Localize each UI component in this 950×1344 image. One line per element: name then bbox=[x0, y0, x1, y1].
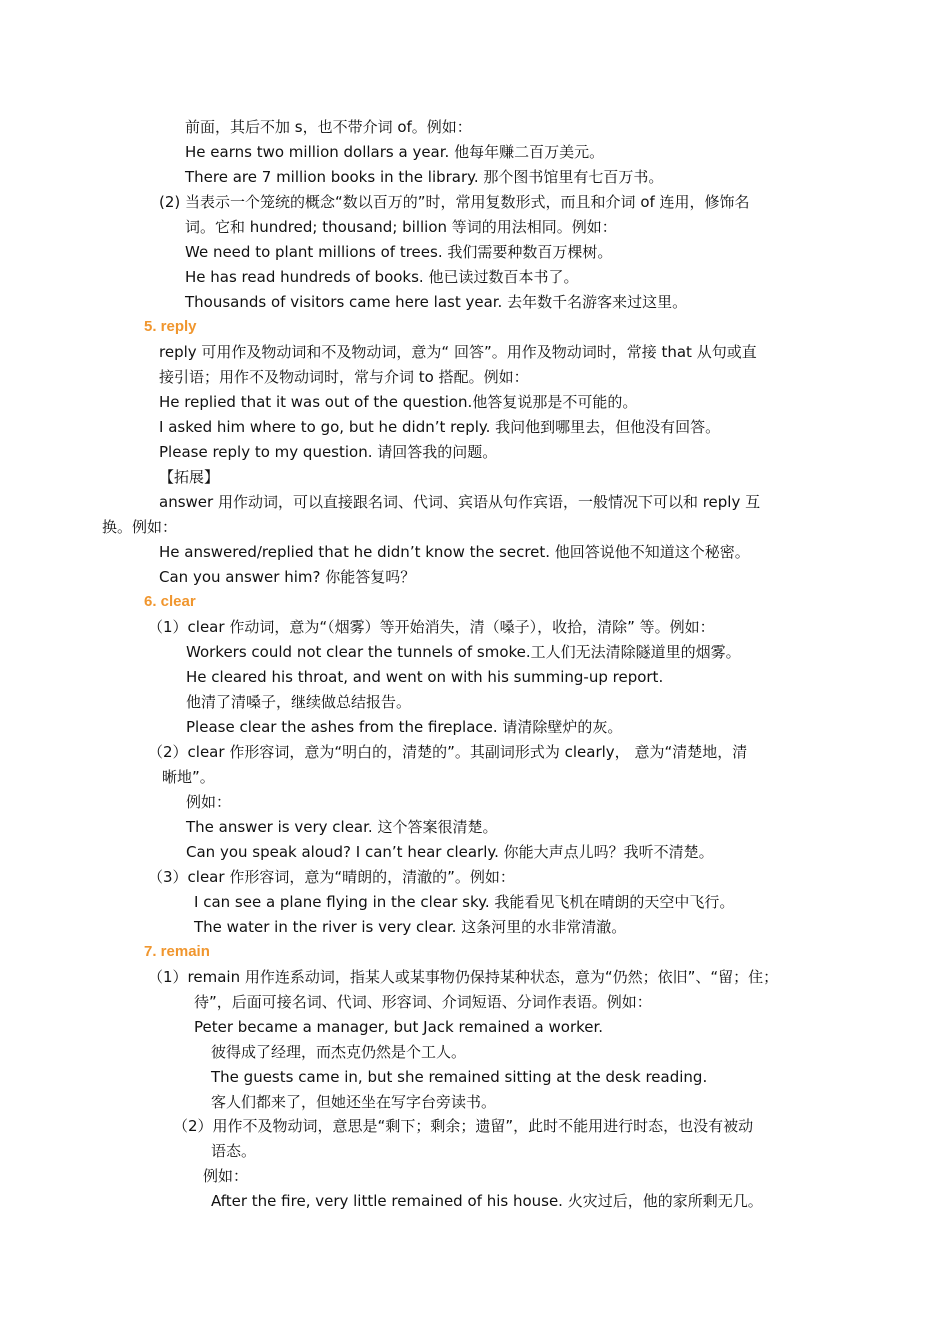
section-heading-remain: 7. remain bbox=[144, 943, 210, 960]
example-translation: 彼得成了经理，而杰克仍然是个工人。 bbox=[211, 1043, 467, 1061]
example-sentence: Workers could not clear the tunnels of smoke.工人们无法清除隧道里的烟雾。 bbox=[186, 643, 741, 661]
text-line: 晰地”。 bbox=[162, 768, 215, 786]
text-line: （2）用作不及物动词，意思是“剩下；剩余；遗留”，此时不能用进行时态，也没有被动 bbox=[173, 1117, 754, 1135]
example-sentence: Please reply to my question. 请回答我的问题。 bbox=[159, 443, 498, 461]
example-sentence: Can you answer him? 你能答复吗？ bbox=[159, 568, 416, 586]
example-sentence: The answer is very clear. 这个答案很清楚。 bbox=[186, 818, 498, 836]
example-sentence: He answered/replied that he didn’t know the secret. 他回答说他不知道这个秘密。 bbox=[159, 543, 750, 561]
text-line: （1）clear 作动词，意为“（烟雾）等开始消失，清（嗓子），收拾，清除” 等。例如： bbox=[148, 618, 715, 636]
example-sentence: We need to plant millions of trees. 我们需要种数百万棵树。 bbox=[185, 243, 613, 261]
text-line: answer 用作动词，可以直接跟名词、代词、宾语从句作宾语，一般情况下可以和 reply 互 bbox=[159, 493, 761, 511]
example-translation: 他清了清嗓子，继续做总结报告。 bbox=[186, 693, 412, 711]
text-line: （3）clear 作形容词，意为“晴朗的，清澈的”。例如： bbox=[148, 868, 515, 886]
text-line: 换。例如： bbox=[102, 518, 178, 536]
example-sentence: Please clear the ashes from the fireplace. 请清除壁炉的灰。 bbox=[186, 718, 623, 736]
text-line: 例如： bbox=[186, 793, 232, 811]
example-sentence: He has read hundreds of books. 他已读过数百本书了。 bbox=[185, 268, 579, 286]
text-line: 语态。 bbox=[211, 1142, 257, 1160]
text-line: （2）clear 作形容词，意为“明白的，清楚的”。其副词形式为 clearly， 意为“清楚地，清 bbox=[148, 743, 748, 761]
text-line: 接引语；用作不及物动词时，常与介词 to 搭配。例如： bbox=[159, 368, 529, 386]
example-sentence: He earns two million dollars a year. 他每年赚二百万美元。 bbox=[185, 143, 605, 161]
text-line: reply 可用作及物动词和不及物动词，意为“ 回答”。用作及物动词时，常接 that 从句或直 bbox=[159, 343, 757, 361]
example-sentence: I asked him where to go, but he didn’t reply. 我问他到哪里去，但他没有回答。 bbox=[159, 418, 721, 436]
example-sentence: After the fire, very little remained of his house. 火灾过后，他的家所剩无几。 bbox=[211, 1192, 763, 1210]
text-line: (2) 当表示一个笼统的概念“数以百万的”时，常用复数形式，而且和介词 of 连用，修饰名 bbox=[159, 193, 750, 211]
section-heading-reply: 5. reply bbox=[144, 318, 197, 335]
example-sentence: Can you speak aloud? I can’t hear clearly. 你能大声点儿吗？我听不清楚。 bbox=[186, 843, 714, 861]
example-sentence: He replied that it was out of the question.他答复说那是不可能的。 bbox=[159, 393, 638, 411]
example-sentence: There are 7 million books in the library. 那个图书馆里有七百万书。 bbox=[185, 168, 664, 186]
text-line: 前面，其后不加 s，也不带介词 of。例如： bbox=[185, 118, 472, 136]
example-sentence: He cleared his throat, and went on with his summing-up report. bbox=[186, 668, 664, 686]
extension-label: 【拓展】 bbox=[159, 468, 220, 486]
text-line: （1）remain 用作连系动词，指某人或某事物仍保持某种状态，意为“仍然；依旧”、“留；住； bbox=[148, 968, 779, 986]
text-line: 词。它和 hundred; thousand; billion 等词的用法相同。例如： bbox=[185, 218, 617, 236]
text-line: 待”，后面可接名词、代词、形容词、介词短语、分词作表语。例如： bbox=[194, 993, 652, 1011]
example-sentence: The guests came in, but she remained sitting at the desk reading. bbox=[211, 1068, 708, 1086]
example-sentence: Thousands of visitors came here last year. 去年数千名游客来过这里。 bbox=[185, 293, 688, 311]
example-sentence: Peter became a manager, but Jack remained a worker. bbox=[194, 1018, 604, 1036]
text-line: 例如： bbox=[203, 1167, 249, 1185]
example-sentence: The water in the river is very clear. 这条河里的水非常清澈。 bbox=[194, 918, 627, 936]
example-sentence: I can see a plane flying in the clear sky. 我能看见飞机在晴朗的天空中飞行。 bbox=[194, 893, 735, 911]
section-heading-clear: 6. clear bbox=[144, 593, 196, 610]
example-translation: 客人们都来了，但她还坐在写字台旁读书。 bbox=[211, 1093, 497, 1111]
